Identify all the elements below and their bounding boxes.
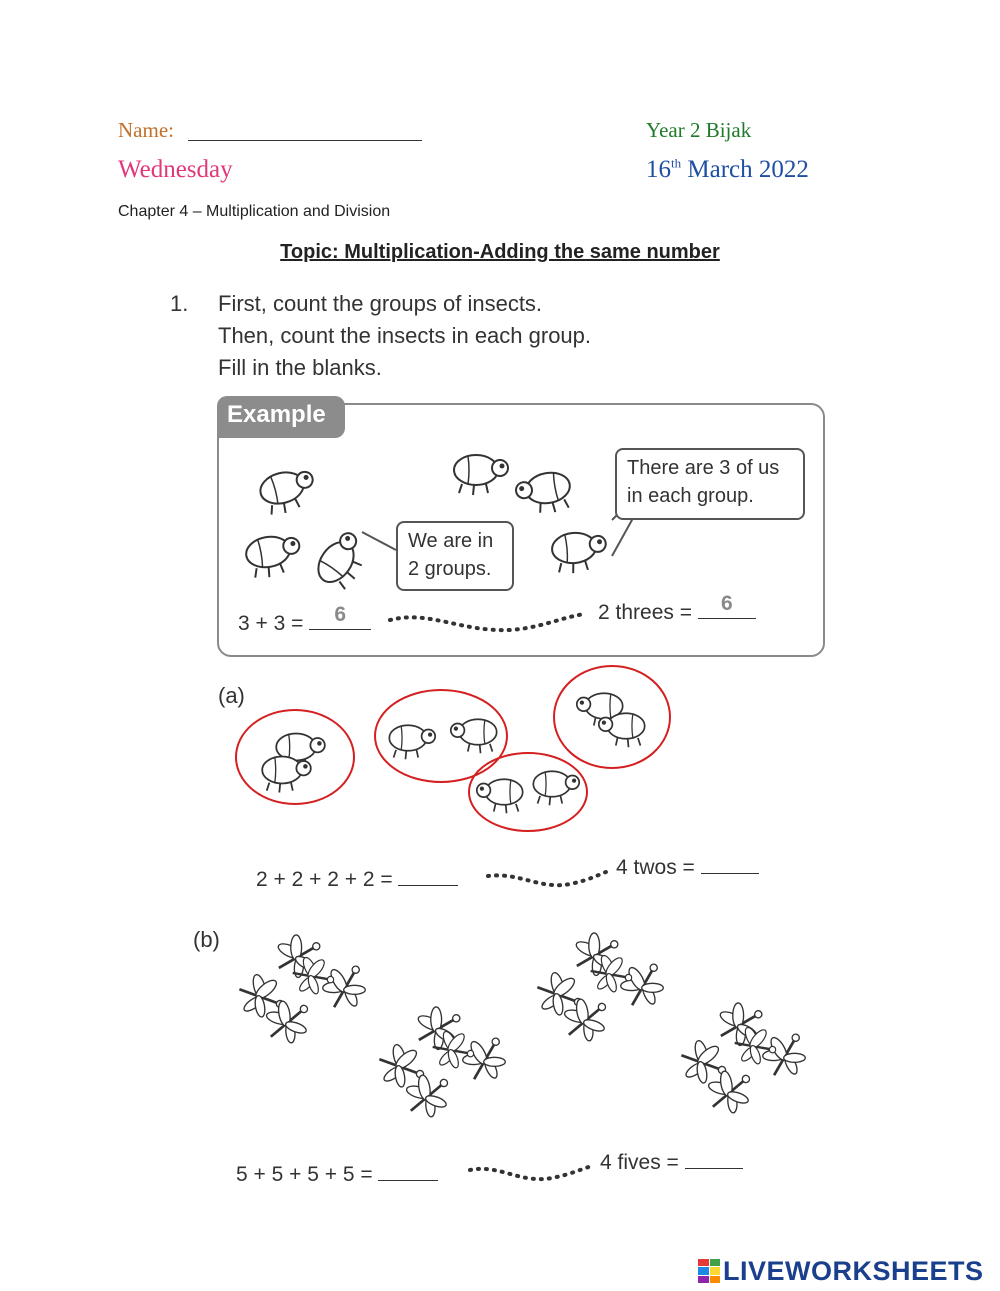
example-eq-left-text: 3 + 3 =: [238, 612, 304, 635]
logo-text: LIVEWORKSHEETS: [723, 1255, 984, 1286]
part-b-equation-left: [236, 1163, 438, 1187]
part-b-answer-blank-right[interactable]: [685, 1151, 743, 1169]
bubble-each-line-1: There are 3 of us: [627, 457, 780, 479]
class-label: Year 2 Bijak: [646, 118, 752, 142]
part-b-label: (b): [193, 927, 220, 952]
bubble-groups-line-2: 2 groups.: [408, 558, 492, 580]
example-eq-right-text: 2 threes =: [598, 601, 692, 624]
part-b-eq-right-text: 4 fives =: [600, 1151, 679, 1174]
example-answer-blank-right: [698, 592, 756, 619]
part-a-label: (a): [218, 683, 245, 708]
date-suffix: th: [671, 155, 682, 171]
example-answer-blank-left: [309, 603, 371, 630]
part-a-dotted-connector: [488, 872, 606, 885]
date-label: [646, 156, 809, 184]
part-b-answer-blank-left[interactable]: [378, 1163, 438, 1181]
logo-mark-icon: [698, 1259, 720, 1283]
part-b-dotted-connector: [470, 1166, 592, 1179]
bubble-groups-line-1: We are in: [408, 530, 494, 552]
example-tab: Example: [217, 396, 345, 438]
part-a-equation-left: [256, 868, 458, 892]
part-a-eq-right-text: 4 twos =: [616, 856, 695, 879]
date-rest: March 2022: [687, 156, 809, 183]
day-label: Wednesday: [118, 156, 233, 183]
part-a-equation-right: [616, 856, 759, 880]
chapter-label: Chapter 4 – Multiplication and Division: [118, 203, 391, 220]
example-equation-right: [598, 592, 756, 625]
name-label: Name:: [118, 118, 174, 142]
instruction-line-3: Fill in the blanks.: [218, 355, 382, 380]
instruction-line-2: Then, count the insects in each group.: [218, 323, 592, 348]
example-answer-left: 6: [334, 603, 347, 626]
bubble-each-line-2: in each group.: [627, 485, 754, 507]
example-equation-left: [238, 603, 371, 636]
part-a-groups: [236, 666, 670, 831]
question-number: 1.: [170, 291, 189, 316]
part-a-eq-left-text: 2 + 2 + 2 + 2 =: [256, 868, 393, 891]
part-a-answer-blank-left[interactable]: [398, 868, 458, 886]
name-input-line[interactable]: [188, 140, 422, 141]
part-b-eq-left-text: 5 + 5 + 5 + 5 =: [236, 1163, 373, 1186]
liveworksheets-logo[interactable]: [698, 1256, 984, 1286]
speech-bubble-groups: [396, 521, 514, 591]
part-b-equation-right: [600, 1151, 743, 1175]
part-a-answer-blank-right[interactable]: [701, 856, 759, 874]
part-b-dragonflies: [232, 923, 815, 1127]
example-answer-right: 6: [720, 592, 733, 615]
speech-bubble-each: [615, 448, 805, 520]
date-day: 16: [646, 156, 671, 183]
instruction-line-1: First, count the groups of insects.: [218, 291, 543, 316]
topic-title: Topic: Multiplication-Adding the same number: [280, 241, 720, 263]
